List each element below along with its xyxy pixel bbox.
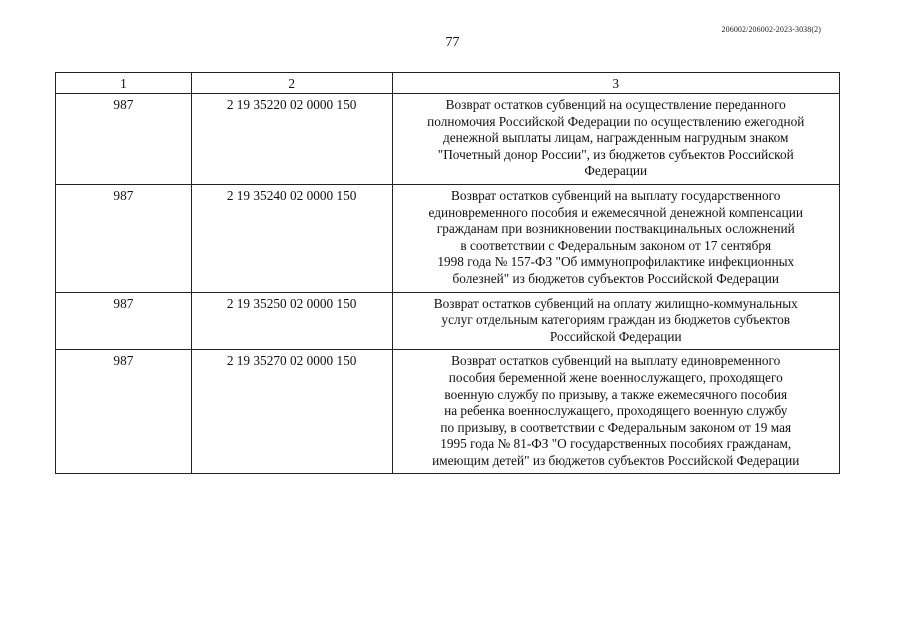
description-line: единовременного пособия и ежемесячной денежной компенсации — [428, 204, 803, 220]
budget-code-cell: 2 19 35220 02 0000 150 — [191, 94, 392, 185]
description-line: пособия беременной жене военнослужащего, проходящего — [448, 369, 783, 385]
admin-code-cell: 987 — [56, 292, 192, 350]
description-cell — [392, 184, 840, 292]
description-line: 1998 года № 157-ФЗ "Об иммунопрофилактике инфекционных — [437, 254, 795, 270]
column-header: 2 — [191, 73, 392, 94]
budget-classification-table — [55, 72, 840, 474]
description-line: полномочия Российской Федерации по осуществлению ежегодной — [427, 113, 805, 129]
column-header: 3 — [392, 73, 840, 94]
admin-code-cell: 987 — [56, 94, 192, 185]
description-line: Возврат остатков субвенций на осуществление переданного — [445, 97, 786, 112]
description-line: в соответствии с Федеральным законом от 17 сентября — [460, 237, 772, 253]
budget-code-cell: 2 19 35240 02 0000 150 — [191, 184, 392, 292]
description-line: болезней" из бюджетов субъектов Российской Федерации — [452, 270, 780, 286]
description-line: "Почетный донор России", из бюджетов субъектов Российской — [437, 146, 794, 162]
table-row — [56, 184, 840, 292]
description-line: на ребенка военнослужащего, проходящего военную службу — [444, 403, 788, 419]
description-line: Возврат остатков субвенций на выплату единовременного — [451, 353, 781, 369]
description-line: Возврат остатков субвенций на выплату государственного — [451, 187, 781, 203]
document-id: 206002/206002-2023-3038(2) — [721, 25, 821, 34]
description-line: гражданам при возникновении поствакцинальных осложнений — [436, 221, 795, 237]
description-line: имеющим детей" из бюджетов субъектов Российской Федерации — [432, 452, 800, 468]
description-line: военную службу по призыву, а также ежемесячного пособия — [444, 386, 788, 402]
description-line: Федерации — [584, 163, 648, 179]
admin-code-cell: 987 — [56, 350, 192, 474]
budget-code-cell: 2 19 35270 02 0000 150 — [191, 350, 392, 474]
table-header-row — [56, 73, 840, 94]
column-header: 1 — [56, 73, 192, 94]
page-number: 77 — [445, 35, 460, 50]
description-line: Российской Федерации — [549, 328, 682, 344]
table-row — [56, 350, 840, 474]
budget-code-cell: 2 19 35250 02 0000 150 — [191, 292, 392, 350]
admin-code-cell: 987 — [56, 184, 192, 292]
table-row — [56, 292, 840, 350]
description-line: 1995 года № 81-ФЗ "О государственных пособиях гражданам, — [440, 436, 792, 452]
description-cell — [392, 94, 840, 185]
description-line: денежной выплаты лицам, награжденным нагрудным знаком — [443, 130, 789, 146]
description-cell — [392, 292, 840, 350]
table-row — [56, 94, 840, 185]
description-line: Возврат остатков субвенций на оплату жилищно-коммунальных — [433, 295, 798, 311]
description-line: по призыву, в соответствии с Федеральным законом от 19 мая — [440, 419, 792, 435]
description-cell — [392, 350, 840, 474]
description-line: услуг отдельным категориям граждан из бюджетов субъектов — [441, 312, 791, 328]
table-body — [56, 94, 840, 474]
